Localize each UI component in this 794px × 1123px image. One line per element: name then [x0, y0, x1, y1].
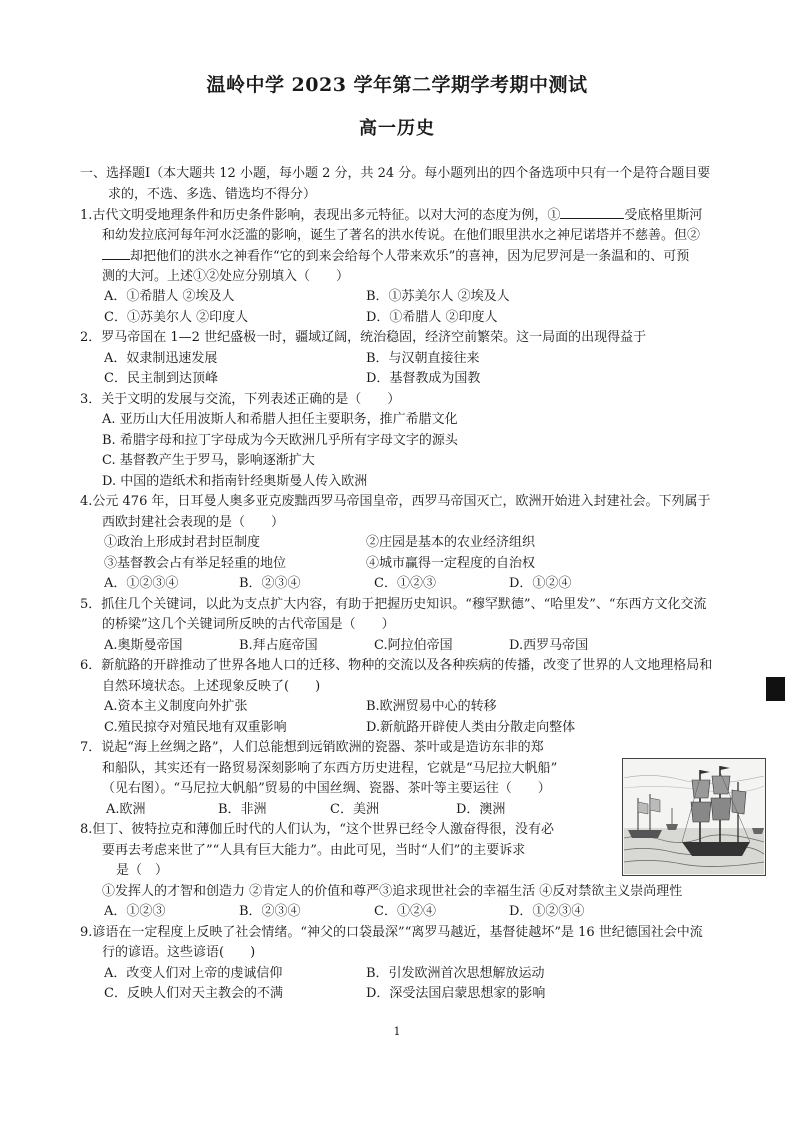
option-b: B．①苏美尔人 ②埃及人	[366, 289, 510, 304]
option-d: D．深受法国启蒙思想家的影响	[366, 986, 546, 1001]
option-c: C.阿拉伯帝国	[374, 637, 453, 653]
option-a: A．奴隶制迅速发展	[104, 350, 218, 366]
q6-options-row	[80, 697, 760, 718]
q7-text-line: 7．说起“海上丝绸之路”，人们总能想到远销欧洲的瓷器、茶叶或是造访东非的郑	[80, 740, 544, 755]
q9-options-row	[80, 984, 760, 1005]
option-c: C．①②③	[374, 576, 436, 591]
q5-text-line: 的桥梁”这几个关键词所反映的古代帝国是（ ）	[102, 617, 395, 632]
statement-2: ②庄园是基本的农业经济组织	[366, 535, 536, 550]
option-b: B. 希腊字母和拉丁字母成为今天欧洲几乎所有字母文字的源头	[102, 432, 458, 448]
question-3	[80, 390, 760, 493]
q5-text-line: 5．抓住几个关键词，以此为支点扩大内容，有助于把握历史知识。“穆罕默德”、“哈里发”、“东西方文化交流	[80, 596, 707, 612]
question-9	[80, 923, 760, 1005]
q1-blank-2	[102, 246, 130, 260]
option-b: B．与汉朝直接往来	[366, 350, 480, 366]
option-a: A．①希腊人 ②埃及人	[104, 289, 235, 304]
q4-options-row	[80, 574, 760, 595]
option-b: B．②③④	[239, 904, 301, 919]
q4-statements-row	[80, 533, 760, 554]
binding-mark	[766, 677, 785, 701]
q8-options-row	[80, 902, 760, 923]
option-a: A. 亚历山大任用波斯人和希腊人担任主要职务，推广希腊文化	[102, 412, 458, 427]
option-a: A．改变人们对上帝的虔诚信仰	[104, 965, 283, 981]
option-c: C.殖民掠夺对殖民地有双重影响	[104, 719, 287, 735]
q6-text-line: 6．新航路的开辟推动了世界各地人口的迁移、物种的交流以及各种疾病的传播，改变了世界的人文地理格局和	[80, 658, 713, 673]
q9-text-line: 行的谚语。这些谚语( )	[102, 945, 256, 960]
q1-text-line: 却把他们的洪水之神看作“它的到来会给每个人带来欢乐”的喜神，因为尼罗河是一条温和的、可预	[130, 249, 690, 264]
question-4	[80, 492, 760, 595]
option-b: B．②③④	[239, 576, 301, 591]
page-number: 1	[393, 1025, 401, 1038]
option-d: D.新航路开辟使人类由分散走向整体	[366, 719, 576, 735]
option-d: D．澳洲	[456, 801, 506, 817]
q9-options-row	[80, 964, 760, 985]
question-2	[80, 328, 760, 390]
q8-statements: ①发挥人的才智和创造力 ②肯定人的价值和尊严③追求现世社会的幸福生活 ④反对禁欲主义崇尚理性	[102, 883, 683, 899]
q1-text-b: 受底格里斯河	[624, 208, 703, 223]
option-d: D．基督教成为国教	[366, 371, 481, 386]
q1-text-line: 测的大河。上述①②处应分别填入（ ）	[102, 268, 350, 284]
exam-subject: 高一历史	[359, 118, 435, 139]
q4-text-line: 4.公元 476 年，日耳曼人奥多亚克废黜西罗马帝国皇帝，西罗马帝国灭亡，欧洲开始进入封建社会。下列属于	[80, 494, 711, 509]
question-5	[80, 595, 760, 657]
q8-text-line: 要再去考虑来世了”“人具有巨大能力”。由此可见，当时“人们”的主要诉求	[102, 842, 526, 858]
q4-text-line: 西欧封建社会表现的是（ ）	[102, 514, 285, 530]
option-d: D．①②③④	[509, 904, 585, 919]
statement-3: ③基督教会占有举足轻重的地位	[104, 555, 287, 571]
q5-options-row	[80, 636, 760, 657]
option-b: B.欧洲贸易中心的转移	[366, 699, 497, 714]
option-a: A.欧洲	[106, 801, 146, 817]
q2-text-line: 2．罗马帝国在 1—2 世纪盛极一时，疆域辽阔，统治稳固，经济空前繁荣。这一局面的出现得益于	[80, 330, 647, 345]
option-b: B．引发欧洲首次思想解放运动	[366, 965, 545, 981]
question-1	[80, 205, 760, 328]
option-a: A.奥斯曼帝国	[104, 637, 183, 653]
section-heading-cont: 求的，不选、多选、错选均不得分）	[108, 186, 317, 202]
exam-title: 温岭中学 2023 学年第二学期学考期中测试	[206, 74, 588, 96]
option-a: A．①②③	[104, 904, 166, 919]
question-6	[80, 656, 760, 738]
question-content	[80, 164, 760, 1005]
manila-galleon-illustration	[622, 758, 766, 876]
q7-text-line: （见右图）。“马尼拉大帆船”贸易的中国丝绸、瓷器、茶叶等主要运往（ ）	[102, 781, 551, 796]
q1-text-line: 和幼发拉底河每年河水泛滥的影响，诞生了著名的洪水传说。在他们眼里洪水之神尼诺塔并不慈善。但②	[102, 227, 701, 243]
q8-text-line: 8.但丁、彼特拉克和薄伽丘时代的人们认为，“这个世界已经令人激奋得很，没有必	[80, 822, 555, 837]
q9-text-line: 9.谚语在一定程度上反映了社会情绪。“神父的口袋最深”“离罗马越近，基督徒越坏”是 16 世纪德国社会中流	[80, 924, 703, 940]
option-d: D．①②④	[509, 576, 572, 591]
option-c: C. 基督教产生于罗马，影响逐渐扩大	[102, 453, 315, 468]
q1-blank-1	[560, 205, 624, 219]
q2-options-row	[80, 369, 760, 390]
option-b: B．非洲	[218, 801, 267, 817]
option-c: C．美洲	[330, 801, 379, 817]
q8-text-line: 是（ ）	[116, 863, 169, 878]
option-c: C．①苏美尔人 ②印度人	[104, 309, 249, 325]
option-a: A．①②③④	[104, 576, 179, 591]
option-c: C．民主制到达顶峰	[104, 371, 218, 386]
option-d: D.西罗马帝国	[509, 637, 589, 653]
q1-text-a: 1.古代文明受地理条件和历史条件影响，表现出多元特征。以对大河的态度为例，①	[80, 208, 561, 223]
option-c: C．反映人们对天主教会的不满	[104, 986, 283, 1001]
q1-options-row	[80, 287, 760, 308]
option-a: A.资本主义制度向外扩张	[104, 699, 248, 714]
option-b: B.拜占庭帝国	[239, 637, 318, 653]
q7-text-line: 和船队，其实还有一路贸易深刻影响了东西方历史进程，它就是“马尼拉大帆船”	[102, 760, 558, 776]
statement-1: ①政治上形成封君封臣制度	[104, 535, 261, 550]
q6-options-row	[80, 718, 760, 739]
option-d: D．①希腊人 ②印度人	[366, 309, 498, 325]
q6-text-line: 自然环境状态。上述现象反映了( )	[102, 678, 321, 694]
q4-statements-row	[80, 554, 760, 575]
q1-options-row	[80, 308, 760, 329]
statement-4: ④城市赢得一定程度的自治权	[366, 555, 536, 571]
option-d: D. 中国的造纸术和指南针经奥斯曼人传入欧洲	[102, 473, 368, 489]
q2-options-row	[80, 349, 760, 370]
q3-text-line: 3．关于文明的发展与交流，下列表述正确的是（ ）	[80, 391, 401, 407]
section-heading: 一、选择题Ⅰ（本大题共 12 小题，每小题 2 分，共 24 分。每小题列出的四个备选项中只有一个是符合题目要	[80, 166, 711, 181]
option-c: C．①②④	[374, 904, 436, 919]
